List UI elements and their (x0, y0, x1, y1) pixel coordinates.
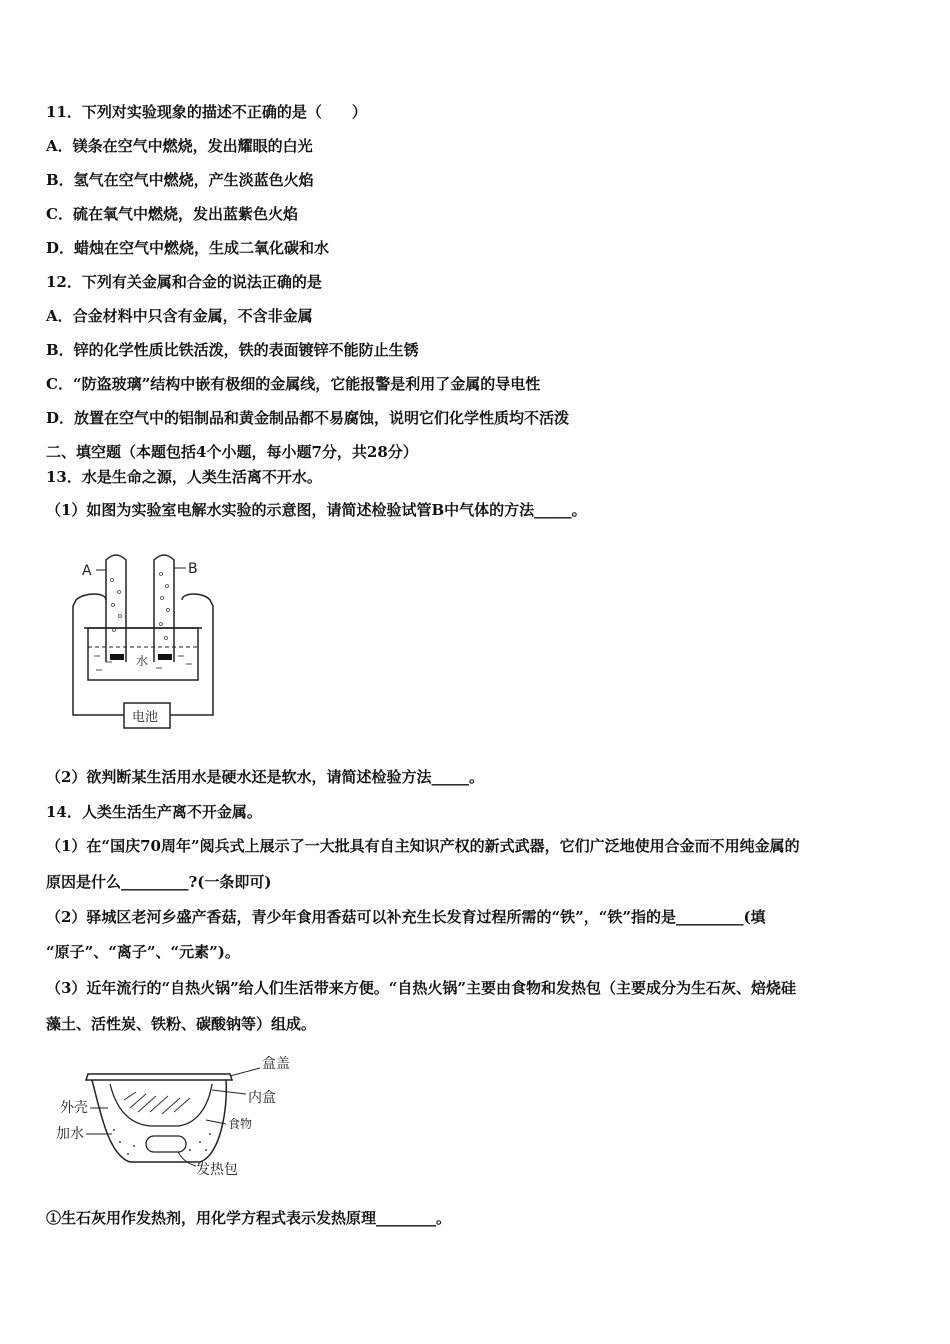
q14-part3-line1: （3）近年流行的“自热火锅”给人们生活带来方便。“自热火锅”主要由食物和发热包（主要成分为生石灰、焙烧硅 (46, 979, 796, 997)
q13-part2: （2）欲判断某生活用水是硬水还是软水，请简述检验方法_____。 (46, 768, 484, 786)
q14-part1-line2: 原因是什么_________?(一条即可) (46, 873, 272, 891)
tube-b (154, 555, 174, 662)
label-b: B (188, 561, 198, 577)
label-lid: 盒盖 (262, 1056, 290, 1072)
label-battery: 电池 (132, 710, 159, 725)
label-a: A (82, 563, 92, 579)
leader-heat-pack (178, 1152, 196, 1166)
self-heating-hotpot-diagram (50, 1050, 320, 1180)
label-outer-shell: 外壳 (60, 1100, 88, 1116)
bubbles (111, 573, 170, 640)
q14-part2-line2: “原子”、“离子”、“元素”)。 (46, 943, 240, 961)
label-heat-pack: 发热包 (196, 1162, 238, 1178)
q11-stem: 11．下列对实验现象的描述不正确的是（ ） (46, 103, 367, 121)
q14-part2-line1: （2）驿城区老河乡盛产香菇，青少年食用香菇可以补充生长发育过程所需的“铁”，“铁”指的是_________(填 (46, 908, 766, 926)
q12-stem: 12．下列有关金属和合金的说法正确的是 (46, 273, 322, 291)
q11-option-a: A．镁条在空气中燃烧，发出耀眼的白光 (46, 137, 313, 155)
leader-inner (212, 1090, 246, 1094)
q14-sub1: ①生石灰用作发热剂，用化学方程式表示发热原理________。 (46, 1209, 452, 1227)
label-add-water: 加水 (56, 1126, 84, 1142)
electrode-b (158, 654, 172, 660)
q14-stem: 14．人类生活生产离不开金属。 (46, 803, 262, 821)
q12-option-b: B．锌的化学性质比铁活泼，铁的表面镀锌不能防止生锈 (46, 341, 419, 359)
q11-option-b: B．氢气在空气中燃烧，产生淡蓝色火焰 (46, 171, 314, 189)
inner-box-shape (110, 1084, 212, 1126)
label-food: 食物 (228, 1117, 253, 1131)
electrolysis-diagram (66, 550, 226, 736)
q11-option-d: D．蜡烛在空气中燃烧，生成二氧化碳和水 (46, 239, 330, 257)
wire-right (170, 594, 213, 715)
tube-a (106, 555, 126, 662)
q13-stem: 13．水是生命之源，人类生活离不开水。 (46, 468, 322, 486)
section-heading: 二、填空题（本题包括4个小题，每小题7分，共28分） (46, 443, 418, 461)
electrode-a (110, 654, 124, 660)
q14-part1-line1: （1）在“国庆70周年”阅兵式上展示了一大批具有自主知识产权的新式武器，它们广泛地使用合金而不用纯金属的 (46, 837, 800, 855)
label-water: 水 (136, 654, 149, 668)
q11-option-c: C．硫在氧气中燃烧，发出蓝紫色火焰 (46, 205, 298, 223)
food-marks (124, 1092, 190, 1114)
q12-option-c: C．“防盗玻璃”结构中嵌有极细的金属线，它能报警是利用了金属的导电性 (46, 375, 541, 393)
label-inner-box: 内盒 (248, 1090, 276, 1106)
q12-option-a: A．合金材料中只含有金属，不含非金属 (46, 307, 313, 325)
q14-part3-line2: 藻土、活性炭、铁粉、碳酸钠等）组成。 (46, 1015, 317, 1033)
lid-shape (86, 1074, 232, 1080)
leader-lid (230, 1068, 260, 1076)
heat-pack-shape (146, 1136, 186, 1152)
q12-option-d: D．放置在空气中的铝制品和黄金制品都不易腐蚀，说明它们化学性质均不活泼 (46, 409, 570, 427)
q13-part1: （1）如图为实验室电解水实验的示意图，请简述检验试管B中气体的方法_____。 (46, 501, 587, 519)
